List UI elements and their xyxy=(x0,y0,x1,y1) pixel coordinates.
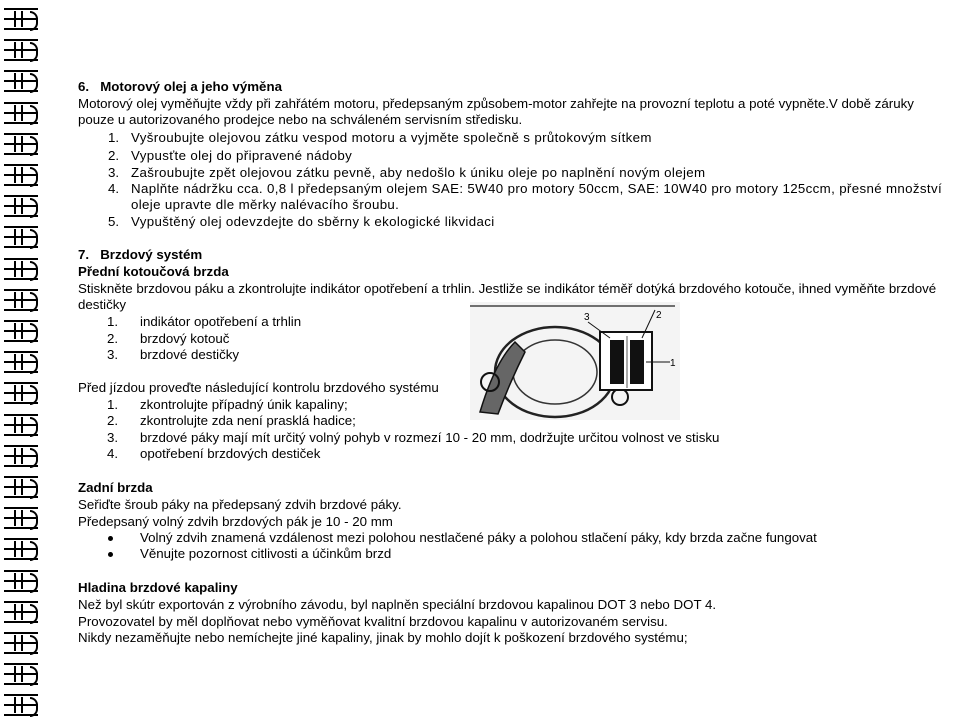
binding-ring xyxy=(4,133,38,155)
part-2-text: brzdový kotouč xyxy=(140,331,230,346)
brake-heading-title: Brzdový systém xyxy=(100,247,203,262)
brake-fluid-line-3: Nikdy nezaměňujte nebo nemíchejte jiné kapaliny, jinak by mohlo dojít k poškození brzdového systému; xyxy=(78,630,688,645)
brake-caliper-diagram xyxy=(470,302,680,420)
oil-step-5-text: Vypuštěný olej odevzdejte do sběrny k ekologické likvidaci xyxy=(131,214,495,229)
oil-step-2-text: Vypusťte olej do připravené nádoby xyxy=(131,148,353,163)
check-1-number: 1. xyxy=(107,397,119,412)
part-2-number: 2. xyxy=(107,331,119,346)
binding-strip xyxy=(0,0,42,726)
oil-heading-number: 6. xyxy=(78,79,90,94)
oil-heading-title: Motorový olej a jeho výměna xyxy=(100,79,282,94)
oil-step-3-text: Zašroubujte zpět olejovou zátku pevně, aby nedošlo k úniku oleje po naplnění novým olejem xyxy=(131,165,706,180)
binding-ring xyxy=(4,164,38,186)
binding-ring xyxy=(4,570,38,592)
brake-fluid-line-2: Provozovatel by měl doplňovat nebo vyměňovat kvalitní brzdovou kapalinu v autorizovaném servisu. xyxy=(78,614,668,629)
binding-ring xyxy=(4,445,38,467)
oil-section-heading xyxy=(78,79,282,95)
binding-ring xyxy=(4,258,38,280)
oil-intro-line-2: pouze u autorizovaného prodejce nebo na schváleném servisním středisku. xyxy=(78,112,523,127)
check-2-number: 2. xyxy=(107,413,119,428)
binding-ring xyxy=(4,351,38,373)
brake-fluid-line-1: Než byl skútr exportován z výrobního závodu, byl naplněn speciální brzdovou kapalinou DOT 3 nebo DOT 4. xyxy=(78,597,717,612)
oil-step-1-number: 1. xyxy=(108,130,120,145)
rear-brake-line-2: Předepsaný volný zdvih brzdových pák je 10 - 20 mm xyxy=(78,514,393,529)
front-brake-line-1: Stiskněte brzdovou páku a zkontrolujte indikátor opotřebení a trhlin. Jestliže se indikátor téměř dotýká brzdového kotouče, ihned vyměňte brzdové xyxy=(78,281,937,296)
oil-intro-line-1: Motorový olej vyměňujte vždy při zahřátém motoru, předepsaným způsobem-motor zahřejte na provozní teplotu a poté vypněte.V době záruky xyxy=(78,96,914,111)
brake-check-title: Před jízdou proveďte následující kontrolu brzdového systému xyxy=(78,380,439,395)
brake-heading-number: 7. xyxy=(78,247,90,262)
oil-step-4-number: 4. xyxy=(108,181,120,196)
rear-bullet-2-text: Věnujte pozornost citlivosti a účinkům brzd xyxy=(140,546,392,561)
check-3-number: 3. xyxy=(107,430,119,445)
binding-ring xyxy=(4,414,38,436)
part-1-text: indikátor opotřebení a trhlin xyxy=(140,314,302,329)
binding-ring xyxy=(4,476,38,498)
binding-ring xyxy=(4,226,38,248)
front-brake-title: Přední kotoučová brzda xyxy=(78,264,229,279)
binding-ring xyxy=(4,102,38,124)
check-4-text: opotřebení brzdových destiček xyxy=(140,446,321,461)
rear-bullet-1-text: Volný zdvih znamená vzdálenost mezi polohou nestlačené páky a polohou stlačení páky, kdy brzda začne fungovat xyxy=(140,530,817,545)
binding-ring xyxy=(4,632,38,654)
check-2-text: zkontrolujte zda není prasklá hadice; xyxy=(140,413,356,428)
binding-ring xyxy=(4,39,38,61)
brake-fluid-title: Hladina brzdové kapaliny xyxy=(78,580,238,595)
oil-step-3-number: 3. xyxy=(108,165,120,180)
binding-ring xyxy=(4,601,38,623)
check-1-text: zkontrolujte případný únik kapaliny; xyxy=(140,397,348,412)
front-brake-line-2: destičky xyxy=(78,297,127,312)
check-3-text: brzdové páky mají mít určitý volný pohyb v rozmezí 10 - 20 mm, dodržujte určitou volnost ve stisku xyxy=(140,430,720,445)
part-3-number: 3. xyxy=(107,347,119,362)
oil-step-5-number: 5. xyxy=(108,214,120,229)
rear-brake-line-1: Seřiďte šroub páky na předepsaný zdvih brzdové páky. xyxy=(78,497,402,512)
diagram-label-2: 2 xyxy=(656,310,662,321)
oil-step-2-number: 2. xyxy=(108,148,120,163)
rear-bullet-1-dot xyxy=(108,536,113,541)
diagram-label-1: 1 xyxy=(670,358,676,369)
part-1-number: 1. xyxy=(107,314,119,329)
document-page xyxy=(78,0,960,726)
binding-ring xyxy=(4,289,38,311)
binding-ring xyxy=(4,195,38,217)
rear-brake-title: Zadní brzda xyxy=(78,480,153,495)
oil-step-4-continuation: oleje upravte dle měrky nalévacího šroubu. xyxy=(131,197,400,212)
oil-step-4-text: Naplňte nádržku cca. 0,8 l předepsaným olejem SAE: 5W40 pro motory 50ccm, SAE: 10W40 pro motory 125ccm, přesné množství xyxy=(131,181,942,196)
check-4-number: 4. xyxy=(107,446,119,461)
binding-ring xyxy=(4,382,38,404)
diagram-label-3: 3 xyxy=(584,312,590,323)
brake-section-heading xyxy=(78,247,202,263)
part-3-text: brzdové destičky xyxy=(140,347,240,362)
rear-bullet-2-dot xyxy=(108,552,113,557)
binding-ring xyxy=(4,70,38,92)
binding-ring xyxy=(4,538,38,560)
oil-step-1-text: Vyšroubujte olejovou zátku vespod motoru a vyjměte společně s průtokovým sítkem xyxy=(131,130,652,145)
binding-ring xyxy=(4,663,38,685)
binding-ring xyxy=(4,320,38,342)
binding-ring xyxy=(4,507,38,529)
binding-ring xyxy=(4,8,38,30)
binding-ring xyxy=(4,694,38,716)
